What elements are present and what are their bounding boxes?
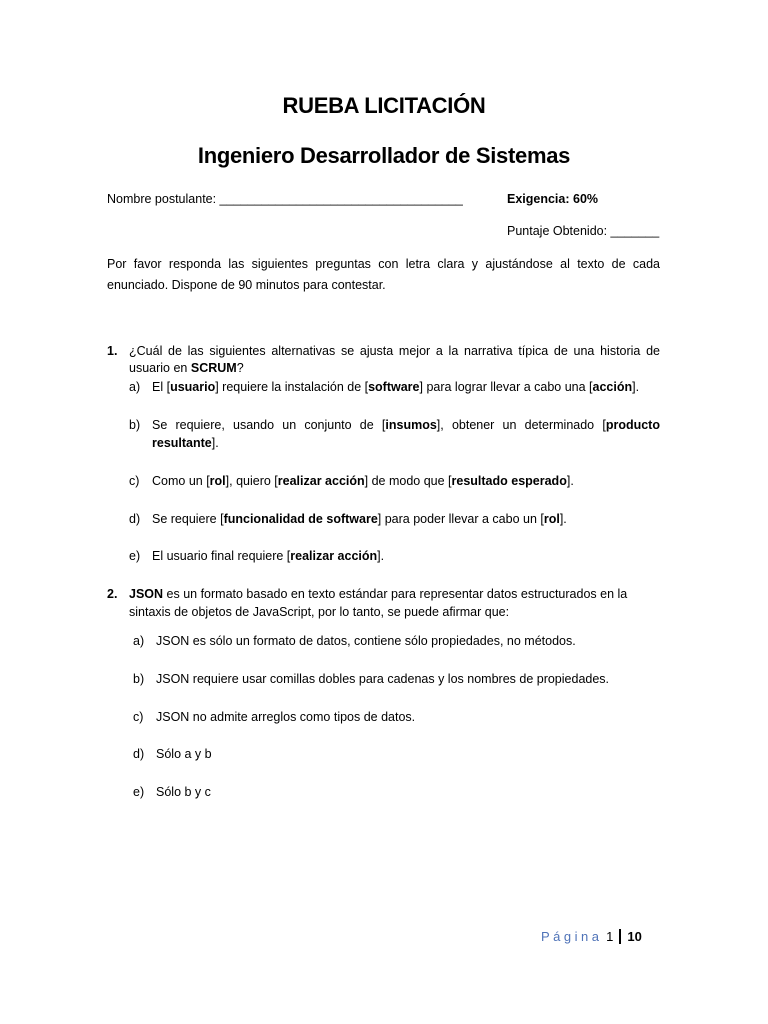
name-field-label: Nombre postulante: ___________________________________	[107, 192, 463, 206]
footer-separator	[619, 929, 621, 944]
q1-option-c-letter: c)	[129, 474, 140, 488]
q1-option-b-letter: b)	[129, 418, 141, 432]
q2-option-c: JSON no admite arreglos como tipos de datos.	[156, 710, 416, 724]
q2-option-a-letter: a)	[133, 634, 145, 648]
q2-option-e: Sólo b y c	[156, 785, 211, 799]
q1-option-d-letter: d)	[129, 512, 141, 526]
q2-option-a: JSON es sólo un formato de datos, contiene sólo propiedades, no métodos.	[156, 634, 576, 648]
q2-option-b: JSON requiere usar comillas dobles para cadenas y los nombres de propiedades.	[156, 672, 610, 686]
q1-option-b-line-2: resultante].	[152, 436, 219, 450]
instructions-line-2: enunciado. Dispone de 90 minutos para contestar.	[107, 278, 386, 292]
page-footer	[541, 929, 642, 944]
q2-option-b-letter: b)	[133, 672, 145, 686]
q2-option-e-letter: e)	[133, 785, 145, 799]
q1-option-a-letter: a)	[129, 380, 141, 394]
footer-total-pages: 10	[627, 929, 642, 944]
q1-option-d: Se requiere [funcionalidad de software] para poder llevar a cabo un [rol].	[152, 512, 567, 526]
question-1-number: 1.	[107, 344, 118, 358]
q1-option-b-line-1: Se requiere, usando un conjunto de [insumos], obtener un determinado [producto	[152, 418, 660, 432]
q2-option-d-letter: d)	[133, 747, 145, 761]
q1-option-e: El usuario final requiere [realizar acción].	[152, 549, 385, 563]
q1-option-e-letter: e)	[129, 549, 141, 563]
document-subtitle: Ingeniero Desarrollador de Sistemas	[197, 143, 571, 168]
footer-page-word: Página	[541, 929, 603, 944]
question-2-stem-line-1: JSON es un formato basado en texto estándar para representar datos estructurados en la	[129, 587, 628, 601]
footer-page-number: 1	[606, 929, 614, 944]
q2-option-c-letter: c)	[133, 710, 144, 724]
document-title: RUEBA LICITACIÓN	[282, 93, 486, 118]
puntaje-field-label: Puntaje Obtenido: _______	[507, 224, 660, 238]
exigencia-label: Exigencia: 60%	[507, 192, 599, 206]
instructions-line-1: Por favor responda las siguientes preguntas con letra clara y ajustándose al texto de cada	[107, 257, 660, 271]
q1-option-a: El [usuario] requiere la instalación de [software] para lograr llevar a cabo una [acción].	[152, 380, 640, 394]
question-1-stem-line-2: usuario en SCRUM?	[129, 361, 244, 375]
question-2-stem-line-2: sintaxis de objetos de JavaScript, por lo tanto, se puede afirmar que:	[129, 605, 510, 619]
question-2-number: 2.	[107, 587, 118, 601]
question-1-stem-line-1: ¿Cuál de las siguientes alternativas se ajusta mejor a la narrativa típica de una historia de	[129, 344, 660, 358]
q1-option-c: Como un [rol], quiero [realizar acción] de modo que [resultado esperado].	[152, 474, 574, 488]
q2-option-d: Sólo a y b	[156, 747, 212, 761]
